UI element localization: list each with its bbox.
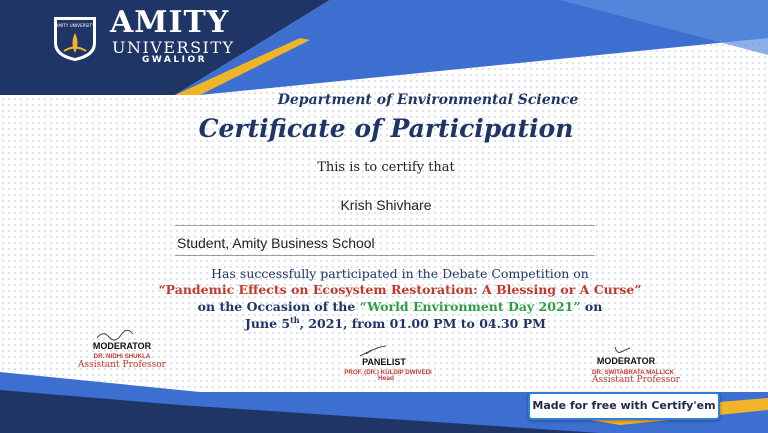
university-name: AMITY (110, 5, 230, 40)
signatory-1-name: DR. NIDHI SHUKLA (93, 353, 151, 360)
signatory-1-role: MODERATOR (92, 341, 152, 351)
signatory-2-role: PANELIST (362, 357, 406, 367)
debate-topic: “Pandemic Effects on Ecosystem Restoration: A Blessing or A Curse” (158, 282, 642, 297)
signatory-2-title: Head (378, 375, 394, 382)
certify-text: This is to certify that (317, 160, 455, 175)
department-name: Department of Environmental Science (277, 92, 579, 108)
date-rest: , 2021, from 01.00 PM to 04.30 PM (299, 316, 546, 332)
emblem-text: AMITY UNIVERSITY (55, 23, 95, 28)
signatory-3-name: DR. SWITABRATA MALLICK (592, 369, 674, 376)
occasion-suffix: on (584, 299, 603, 314)
signature-mark-3 (612, 344, 632, 356)
affiliation-underline (175, 255, 595, 256)
university-campus: GWALIOR (142, 55, 208, 65)
event-name: “World Environment Day 2021” (359, 299, 581, 314)
signature-mark-2 (358, 344, 388, 358)
recipient-affiliation: Student, Amity Business School (177, 235, 375, 251)
participation-text: Has successfully participated in the Debate Competition on (211, 266, 589, 281)
occasion-prefix: on the Occasion of the (197, 299, 356, 314)
certifyem-badge-link[interactable]: Made for free with Certify'em (528, 392, 720, 420)
certificate-title: Certificate of Participation (198, 114, 574, 143)
signatory-3-role: MODERATOR (596, 356, 656, 366)
event-date (245, 315, 546, 331)
signatory-1-title: Assistant Professor (78, 360, 166, 370)
occasion-line (0, 299, 768, 314)
signatory-3-title: Assistant Professor (592, 375, 680, 385)
date-day: June 5 (245, 316, 291, 332)
amity-emblem-icon (50, 13, 100, 63)
signature-mark-1 (95, 328, 135, 342)
recipient-name: Krish Shivhare (340, 197, 432, 213)
university-subtitle: UNIVERSITY (112, 38, 235, 57)
date-superscript: th (290, 315, 300, 325)
recipient-underline (175, 225, 595, 226)
signatory-2-name: PROF. (DR.) KULDIP DWIVEDI (344, 369, 432, 376)
